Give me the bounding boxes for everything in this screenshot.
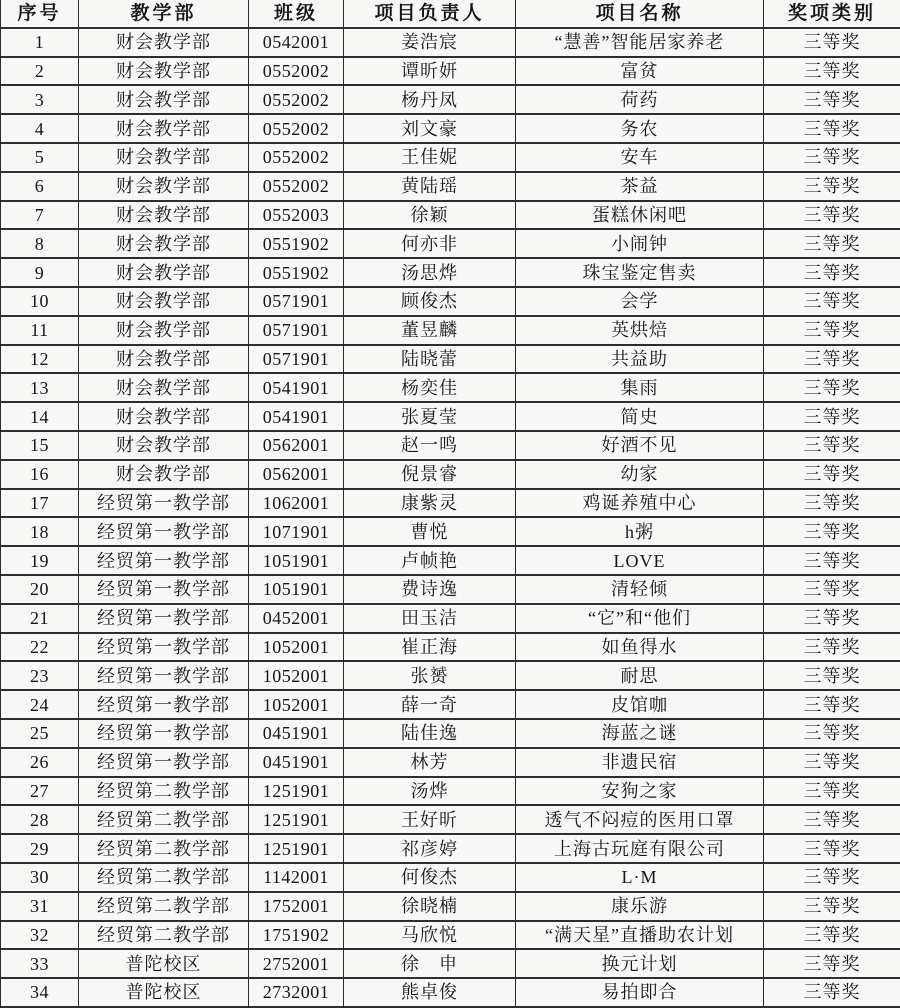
cell-leader: 汤思烨	[344, 258, 516, 287]
cell-project: 清轻倾	[516, 575, 764, 604]
cell-project: “它”和“他们	[516, 604, 764, 633]
cell-class: 1251901	[249, 805, 344, 834]
cell-index: 11	[1, 316, 79, 345]
table-row	[1, 517, 900, 546]
cell-project: 透气不闷痘的医用口罩	[516, 805, 764, 834]
cell-project: 富贫	[516, 57, 764, 86]
cell-index: 33	[1, 949, 79, 978]
cell-project: 简史	[516, 402, 764, 431]
cell-leader: 何俊杰	[344, 863, 516, 892]
cell-project: 好酒不见	[516, 431, 764, 460]
cell-project: 英烘焙	[516, 316, 764, 345]
cell-leader: 曹悦	[344, 517, 516, 546]
table-row	[1, 546, 900, 575]
column-header-class: 班级	[249, 0, 344, 28]
cell-leader: 王好昕	[344, 805, 516, 834]
cell-department: 经贸第一教学部	[79, 546, 249, 575]
cell-project: 茶益	[516, 172, 764, 201]
cell-index: 23	[1, 661, 79, 690]
cell-index: 16	[1, 460, 79, 489]
cell-project: 鸡诞养殖中心	[516, 489, 764, 518]
cell-index: 34	[1, 978, 79, 1007]
cell-leader: 祁彦婷	[344, 834, 516, 863]
cell-award: 三等奖	[764, 85, 900, 114]
cell-project: 上海古玩庭有限公司	[516, 834, 764, 863]
cell-project: 换元计划	[516, 949, 764, 978]
cell-leader: 徐晓楠	[344, 892, 516, 921]
table-row	[1, 805, 900, 834]
cell-department: 经贸第一教学部	[79, 633, 249, 662]
cell-department: 财会教学部	[79, 172, 249, 201]
cell-class: 0541901	[249, 402, 344, 431]
cell-class: 1051901	[249, 575, 344, 604]
table-row	[1, 604, 900, 633]
cell-project: 皮馆咖	[516, 690, 764, 719]
cell-leader: 熊卓俊	[344, 978, 516, 1007]
table-row	[1, 575, 900, 604]
cell-index: 22	[1, 633, 79, 662]
cell-index: 31	[1, 892, 79, 921]
cell-award: 三等奖	[764, 316, 900, 345]
cell-department: 财会教学部	[79, 316, 249, 345]
cell-class: 0552002	[249, 143, 344, 172]
cell-class: 1062001	[249, 489, 344, 518]
cell-award: 三等奖	[764, 373, 900, 402]
cell-award: 三等奖	[764, 777, 900, 806]
column-header-department: 教学部	[79, 0, 249, 28]
cell-department: 普陀校区	[79, 949, 249, 978]
cell-project: L·M	[516, 863, 764, 892]
cell-award: 三等奖	[764, 345, 900, 374]
cell-award: 三等奖	[764, 575, 900, 604]
cell-class: 0571901	[249, 316, 344, 345]
cell-index: 1	[1, 28, 79, 57]
cell-class: 0571901	[249, 287, 344, 316]
cell-department: 财会教学部	[79, 201, 249, 230]
cell-award: 三等奖	[764, 546, 900, 575]
cell-class: 1251901	[249, 777, 344, 806]
cell-index: 32	[1, 921, 79, 950]
table-row	[1, 229, 900, 258]
cell-project: 小闹钟	[516, 229, 764, 258]
cell-project: “慧善”智能居家养老	[516, 28, 764, 57]
cell-class: 0562001	[249, 431, 344, 460]
table-row	[1, 258, 900, 287]
cell-award: 三等奖	[764, 661, 900, 690]
cell-leader: 姜浩宸	[344, 28, 516, 57]
cell-index: 27	[1, 777, 79, 806]
cell-award: 三等奖	[764, 287, 900, 316]
table-row	[1, 85, 900, 114]
cell-index: 7	[1, 201, 79, 230]
column-header-index: 序号	[1, 0, 79, 28]
table-row	[1, 460, 900, 489]
cell-project: h粥	[516, 517, 764, 546]
cell-leader: 谭昕妍	[344, 57, 516, 86]
cell-award: 三等奖	[764, 460, 900, 489]
cell-index: 12	[1, 345, 79, 374]
column-header-project: 项目名称	[516, 0, 764, 28]
cell-index: 25	[1, 719, 79, 748]
cell-index: 5	[1, 143, 79, 172]
cell-department: 财会教学部	[79, 460, 249, 489]
cell-class: 0451901	[249, 748, 344, 777]
cell-leader: 杨奕佳	[344, 373, 516, 402]
cell-department: 财会教学部	[79, 28, 249, 57]
cell-award: 三等奖	[764, 978, 900, 1007]
cell-class: 0551902	[249, 229, 344, 258]
table-row	[1, 921, 900, 950]
cell-award: 三等奖	[764, 28, 900, 57]
cell-leader: 薛一奇	[344, 690, 516, 719]
cell-award: 三等奖	[764, 892, 900, 921]
cell-leader: 顾俊杰	[344, 287, 516, 316]
cell-class: 2752001	[249, 949, 344, 978]
cell-index: 6	[1, 172, 79, 201]
cell-award: 三等奖	[764, 229, 900, 258]
cell-project: “满天星”直播助农计划	[516, 921, 764, 950]
cell-leader: 何亦非	[344, 229, 516, 258]
cell-award: 三等奖	[764, 143, 900, 172]
table-row	[1, 978, 900, 1007]
cell-leader: 张夏莹	[344, 402, 516, 431]
table-row	[1, 316, 900, 345]
cell-department: 财会教学部	[79, 143, 249, 172]
cell-index: 8	[1, 229, 79, 258]
cell-class: 1751902	[249, 921, 344, 950]
cell-index: 26	[1, 748, 79, 777]
cell-class: 0552002	[249, 85, 344, 114]
table-row	[1, 287, 900, 316]
cell-project: LOVE	[516, 546, 764, 575]
header-row	[1, 0, 900, 28]
column-header-award: 奖项类别	[764, 0, 900, 28]
cell-index: 15	[1, 431, 79, 460]
cell-department: 财会教学部	[79, 114, 249, 143]
cell-class: 0552003	[249, 201, 344, 230]
cell-department: 财会教学部	[79, 402, 249, 431]
cell-project: 非遗民宿	[516, 748, 764, 777]
cell-project: 如鱼得水	[516, 633, 764, 662]
cell-index: 14	[1, 402, 79, 431]
cell-class: 1052001	[249, 661, 344, 690]
table-row	[1, 892, 900, 921]
table-row	[1, 949, 900, 978]
cell-class: 0541901	[249, 373, 344, 402]
table-row	[1, 431, 900, 460]
cell-index: 21	[1, 604, 79, 633]
cell-leader: 杨丹凤	[344, 85, 516, 114]
cell-project: 安车	[516, 143, 764, 172]
cell-award: 三等奖	[764, 863, 900, 892]
cell-department: 财会教学部	[79, 258, 249, 287]
cell-award: 三等奖	[764, 633, 900, 662]
cell-leader: 董昱麟	[344, 316, 516, 345]
cell-project: 会学	[516, 287, 764, 316]
cell-class: 1142001	[249, 863, 344, 892]
cell-index: 2	[1, 57, 79, 86]
cell-leader: 费诗逸	[344, 575, 516, 604]
cell-class: 0571901	[249, 345, 344, 374]
cell-class: 0552002	[249, 114, 344, 143]
cell-leader: 王佳妮	[344, 143, 516, 172]
cell-award: 三等奖	[764, 690, 900, 719]
cell-class: 2732001	[249, 978, 344, 1007]
table-row	[1, 633, 900, 662]
cell-department: 经贸第二教学部	[79, 834, 249, 863]
cell-department: 财会教学部	[79, 85, 249, 114]
cell-department: 经贸第一教学部	[79, 690, 249, 719]
cell-department: 经贸第一教学部	[79, 517, 249, 546]
cell-department: 经贸第一教学部	[79, 489, 249, 518]
cell-leader: 汤烨	[344, 777, 516, 806]
cell-department: 经贸第一教学部	[79, 604, 249, 633]
cell-department: 经贸第二教学部	[79, 777, 249, 806]
cell-department: 经贸第一教学部	[79, 719, 249, 748]
cell-class: 1752001	[249, 892, 344, 921]
table-header	[1, 0, 900, 28]
table-row	[1, 201, 900, 230]
cell-award: 三等奖	[764, 719, 900, 748]
table-row	[1, 57, 900, 86]
cell-class: 1052001	[249, 633, 344, 662]
cell-leader: 徐 申	[344, 949, 516, 978]
cell-project: 蛋糕休闲吧	[516, 201, 764, 230]
cell-leader: 康紫灵	[344, 489, 516, 518]
table-row	[1, 172, 900, 201]
cell-department: 经贸第二教学部	[79, 805, 249, 834]
cell-class: 1251901	[249, 834, 344, 863]
cell-department: 财会教学部	[79, 229, 249, 258]
cell-award: 三等奖	[764, 921, 900, 950]
cell-project: 易拍即合	[516, 978, 764, 1007]
cell-department: 财会教学部	[79, 57, 249, 86]
cell-award: 三等奖	[764, 517, 900, 546]
cell-award: 三等奖	[764, 431, 900, 460]
cell-department: 财会教学部	[79, 431, 249, 460]
cell-leader: 卢帧艳	[344, 546, 516, 575]
table-row	[1, 402, 900, 431]
cell-award: 三等奖	[764, 489, 900, 518]
cell-project: 耐思	[516, 661, 764, 690]
cell-index: 30	[1, 863, 79, 892]
cell-award: 三等奖	[764, 201, 900, 230]
cell-project: 珠宝鉴定售卖	[516, 258, 764, 287]
cell-leader: 刘文豪	[344, 114, 516, 143]
cell-department: 财会教学部	[79, 345, 249, 374]
cell-class: 0552002	[249, 172, 344, 201]
cell-index: 29	[1, 834, 79, 863]
cell-award: 三等奖	[764, 834, 900, 863]
cell-index: 13	[1, 373, 79, 402]
cell-class: 0542001	[249, 28, 344, 57]
cell-award: 三等奖	[764, 57, 900, 86]
cell-class: 1051901	[249, 546, 344, 575]
cell-award: 三等奖	[764, 114, 900, 143]
table-body	[1, 28, 900, 1007]
cell-project: 荷药	[516, 85, 764, 114]
table-row	[1, 863, 900, 892]
cell-index: 19	[1, 546, 79, 575]
table-row	[1, 143, 900, 172]
cell-department: 经贸第二教学部	[79, 921, 249, 950]
cell-class: 1052001	[249, 690, 344, 719]
cell-department: 财会教学部	[79, 373, 249, 402]
cell-award: 三等奖	[764, 748, 900, 777]
cell-class: 0451901	[249, 719, 344, 748]
cell-project: 海蓝之谜	[516, 719, 764, 748]
cell-class: 0551902	[249, 258, 344, 287]
cell-project: 安狗之家	[516, 777, 764, 806]
cell-project: 康乐游	[516, 892, 764, 921]
cell-leader: 徐颖	[344, 201, 516, 230]
table-row	[1, 719, 900, 748]
cell-leader: 田玉洁	[344, 604, 516, 633]
cell-index: 3	[1, 85, 79, 114]
cell-index: 28	[1, 805, 79, 834]
cell-award: 三等奖	[764, 604, 900, 633]
cell-index: 10	[1, 287, 79, 316]
cell-project: 集雨	[516, 373, 764, 402]
table-row	[1, 748, 900, 777]
table-row	[1, 114, 900, 143]
table-row	[1, 489, 900, 518]
cell-department: 经贸第一教学部	[79, 575, 249, 604]
cell-leader: 黄陆瑶	[344, 172, 516, 201]
cell-leader: 张赟	[344, 661, 516, 690]
table-row	[1, 373, 900, 402]
cell-department: 经贸第一教学部	[79, 748, 249, 777]
cell-department: 经贸第一教学部	[79, 661, 249, 690]
cell-project: 幼家	[516, 460, 764, 489]
table-row	[1, 777, 900, 806]
cell-index: 9	[1, 258, 79, 287]
cell-class: 1071901	[249, 517, 344, 546]
cell-leader: 马欣悦	[344, 921, 516, 950]
cell-award: 三等奖	[764, 805, 900, 834]
cell-class: 0452001	[249, 604, 344, 633]
table-row	[1, 28, 900, 57]
cell-department: 经贸第二教学部	[79, 892, 249, 921]
table-row	[1, 834, 900, 863]
cell-class: 0562001	[249, 460, 344, 489]
cell-department: 经贸第二教学部	[79, 863, 249, 892]
column-header-leader: 项目负责人	[344, 0, 516, 28]
cell-index: 4	[1, 114, 79, 143]
cell-index: 17	[1, 489, 79, 518]
cell-award: 三等奖	[764, 949, 900, 978]
cell-leader: 陆晓蕾	[344, 345, 516, 374]
cell-leader: 林芳	[344, 748, 516, 777]
cell-project: 务农	[516, 114, 764, 143]
cell-index: 24	[1, 690, 79, 719]
cell-department: 普陀校区	[79, 978, 249, 1007]
table-row	[1, 690, 900, 719]
cell-index: 20	[1, 575, 79, 604]
cell-leader: 崔正海	[344, 633, 516, 662]
cell-leader: 赵一鸣	[344, 431, 516, 460]
cell-award: 三等奖	[764, 402, 900, 431]
cell-class: 0552002	[249, 57, 344, 86]
cell-leader: 陆佳逸	[344, 719, 516, 748]
cell-award: 三等奖	[764, 258, 900, 287]
cell-leader: 倪景睿	[344, 460, 516, 489]
cell-department: 财会教学部	[79, 287, 249, 316]
cell-index: 18	[1, 517, 79, 546]
table-row	[1, 345, 900, 374]
table-row	[1, 661, 900, 690]
cell-project: 共益助	[516, 345, 764, 374]
cell-award: 三等奖	[764, 172, 900, 201]
